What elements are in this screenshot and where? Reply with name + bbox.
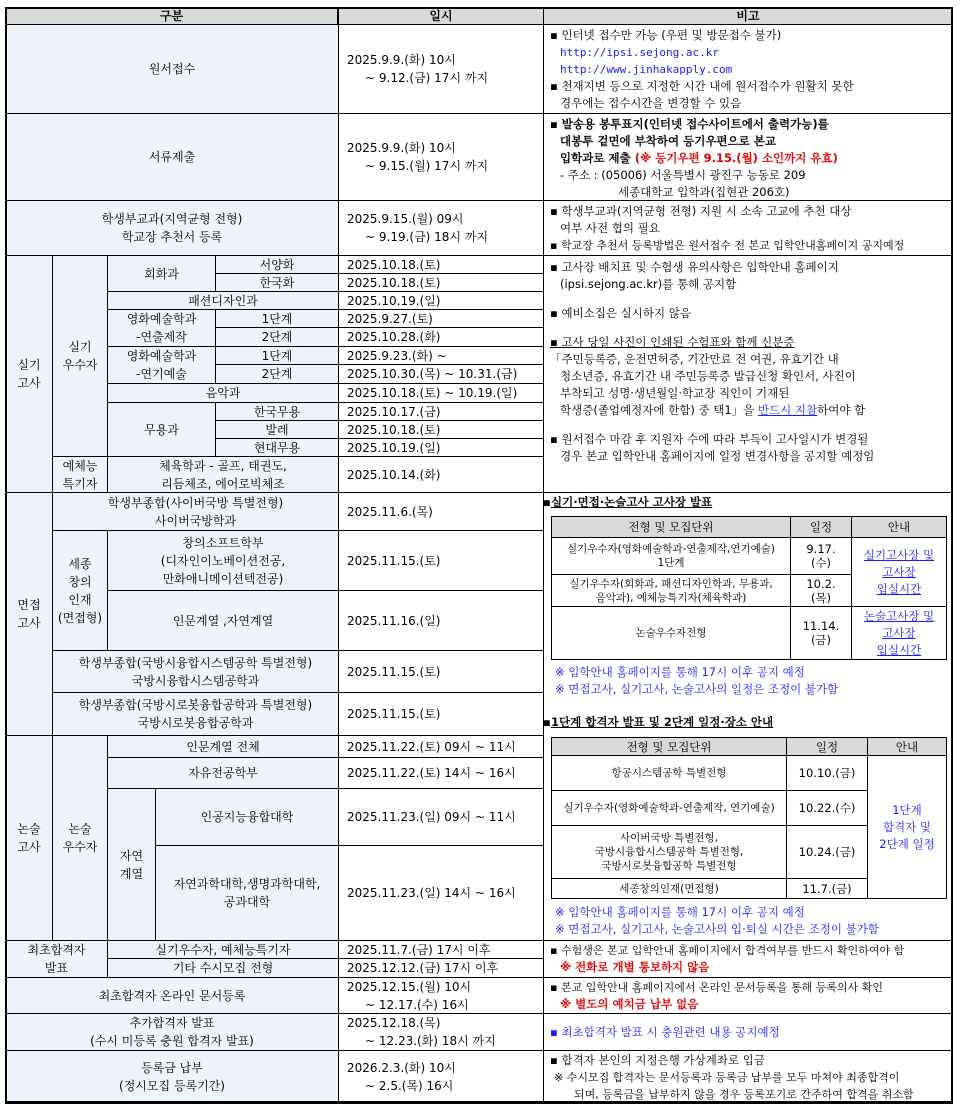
subtable-unit: 실기우수자(영화예술학과-연출제작,연기예술) 1단계 xyxy=(551,537,791,575)
subtable-unit: 실기우수자(영화예술학과-연출제작, 연기예술) xyxy=(551,790,787,826)
subtable-unit: 논술우수자전형 xyxy=(551,606,791,660)
date-cell: 2025.11.15.(토) xyxy=(338,530,544,591)
date-start: 2025.9.15.(월) 09시 xyxy=(347,212,464,226)
stage2-label: 2단계 xyxy=(215,327,339,347)
online-date xyxy=(338,977,544,1014)
note: 경우 본교 입학안내 홈페이지에 일정 변경사항을 공지할 예정임 xyxy=(560,449,875,463)
practical-exam-label: 실기 고사 xyxy=(5,255,53,493)
date-end: ~ 12.23.(화) 18시 까지 xyxy=(365,1034,496,1048)
subtable-date: 10.22.(수) xyxy=(786,790,868,826)
essay-venue-guide: 논술고사장 및 고사장 입실시간 xyxy=(851,606,947,660)
additional-date xyxy=(338,1013,544,1051)
note: ▪ 고사장 배치표 및 수험생 유의사항은 입학안내 홈페이지 xyxy=(550,260,839,274)
online-notes xyxy=(543,977,953,1014)
note: 하여야 함 xyxy=(817,403,866,417)
natural-track-label: 자연 계열 xyxy=(107,788,156,941)
arts-sports-label: 예체능 특기자 xyxy=(52,456,108,493)
date-start: 2025.9.9.(화) 10시 xyxy=(347,141,456,155)
recommend-label xyxy=(5,200,339,256)
date-end: ~ 2.5.(목) 16시 xyxy=(365,1079,454,1093)
note: ▪ 본교 입학안내 홈페이지에서 온라인 문서등록을 통해 등록의사 확인 xyxy=(550,980,883,994)
additional-admission-label: 추가합격자 발표 (수시 미등록 충원 합격자 발표) xyxy=(5,1013,339,1051)
software-label: 창의소프트학부 (디자인이노베이션전공, 만화애니메이션텍전공) xyxy=(107,530,339,591)
bullet: ▪ xyxy=(543,715,551,729)
date-cell: 2025.10.18.(토) xyxy=(338,255,544,274)
korean-dance-label: 한국무용 xyxy=(215,402,339,421)
subtable-header: 일정 xyxy=(786,737,868,756)
practical-notes xyxy=(543,255,953,493)
subtable-date: 11.14. (금) xyxy=(790,606,852,660)
bullet: ▪ xyxy=(543,495,551,509)
fashion-label: 패션디자인과 xyxy=(107,291,339,310)
subtable-header: 안내 xyxy=(867,737,947,756)
note: 되며, 등록금을 납부하지 않을 경우 등록포기로 간주하여 합격을 취소함 xyxy=(574,1087,914,1101)
section-title: 실기·면접·논술고사 고사장 발표 xyxy=(551,495,713,509)
note: 대봉투 겉면에 부착하여 등기우편으로 본교 xyxy=(560,134,776,148)
final-row-label: 기타 수시모집 전형 xyxy=(107,958,339,978)
stage1-label: 1단계 xyxy=(215,309,339,328)
film-acting-label: 영화예술학과 -연기예술 xyxy=(107,346,216,384)
note: 청소년증, 유효기간 내 주민등록증 발급신청 확인서, 사진이 xyxy=(560,369,856,383)
address: - 주소 : (05006) 서울특별시 광진구 능동로 209 xyxy=(560,168,806,182)
stage-remark: ※ 면접고사, 실기고사, 논술고사의 입·퇴실 시간은 조정이 불가함 xyxy=(555,922,879,936)
jinhakapply-link[interactable]: http://www.jinhakapply.com xyxy=(560,63,733,76)
address-line2: 세종대학교 입학과(집현관 206호) xyxy=(618,185,790,199)
label-line: 학교장 추천서 등록 xyxy=(121,230,223,244)
defense-robot-label: 학생부종합(국방시로봇융합공학과 특별전형) 국방시로봇융합공학과 xyxy=(52,692,339,736)
header-remarks: 비고 xyxy=(543,7,953,25)
note: 경우에는 접수시간을 변경할 수 있음 xyxy=(560,96,742,110)
date-cell: 2025.10.18.(토) ~ 10.19.(일) xyxy=(338,383,544,403)
defense-system-label: 학생부종합(국방시융합시스템공학 특별전형) 국방시융합시스템공학과 xyxy=(52,650,339,693)
note: ▪ 합격자 본인의 지정은행 가상계좌로 입금 xyxy=(550,1052,765,1067)
painting-label: 회화과 xyxy=(107,255,216,292)
tuition-label: 등록금 납부 (정시모집 등록기간) xyxy=(5,1050,339,1104)
documents-date xyxy=(338,113,544,201)
venue-remark: ※ 입학안내 홈페이지를 통해 17시 이후 공지 예정 xyxy=(555,665,805,679)
ai-college-label: 인공지능융합대학 xyxy=(155,788,339,846)
humanities-all-label: 인문계열 전체 xyxy=(107,735,339,758)
subtable-date: 11.7.(금) xyxy=(786,878,868,899)
final-results-label: 최초합격자 발표 xyxy=(5,940,108,978)
header-category: 구분 xyxy=(5,7,338,25)
essay-excellence-label: 논술 우수자 xyxy=(52,735,108,941)
label-line: 학생부교과(지역균형 전형) xyxy=(101,212,243,226)
note: 입학과로 제출 xyxy=(560,151,631,165)
note: ▪ 고사 당일 사진이 인쇄된 수험표와 함께 신분증 xyxy=(550,335,795,349)
humanities-natural-label: 인문계열 ,자연계열 xyxy=(107,590,339,651)
note: ▪ 원서접수 마감 후 지원자 수에 따라 부득이 고사일시가 변경될 xyxy=(550,432,869,446)
application-label: 원서접수 xyxy=(5,24,339,114)
subtable-date: 10.2. (목) xyxy=(790,574,852,607)
date-cell: 2025.10.14.(화) xyxy=(338,456,544,493)
essay-exam-label: 논술 고사 xyxy=(5,735,53,941)
date-cell: 2025.10.30.(목) ~ 10.31.(금) xyxy=(338,364,544,384)
cyber-defense-label: 학생부종합(사이버국방 특별전형) 사이버국방학과 xyxy=(52,492,339,531)
online-registration-label: 최초합격자 온라인 문서등록 xyxy=(5,977,339,1014)
date-start: 2025.12.18.(목) xyxy=(347,1016,441,1030)
film-directing-label: 영화예술학과 -연출제작 xyxy=(107,309,216,347)
subtable-header: 전형 및 모집단위 xyxy=(551,737,787,756)
stage-remark: ※ 입학안내 홈페이지를 통해 17시 이후 공지 예정 xyxy=(555,905,805,919)
note: ※ 수시모집 합격자는 문서등록과 등록금 납부를 모두 마쳐야 최종합격이 xyxy=(554,1070,900,1084)
date-cell: 2025.11.16.(일) xyxy=(338,590,544,651)
sejong-creative-label: 세종 창의 인재 (면접형) xyxy=(52,530,108,651)
stage2-label: 2단계 xyxy=(215,364,339,384)
note: 부착되고 성명·생년월일·학교장 직인이 기재된 xyxy=(560,386,790,400)
subtable-date: 10.24.(금) xyxy=(786,825,868,879)
no-deposit-notice: ※ 별도의 예치금 납부 없음 xyxy=(560,996,699,1011)
stage-guide: 1단계 합격자 및 2단계 일정 xyxy=(867,755,947,899)
note: ▪ 인터넷 접수만 가능 (우편 및 방문접수 불가) xyxy=(550,28,782,42)
tuition-notes xyxy=(543,1050,953,1104)
subtable-unit: 세종창의인재(면접형) xyxy=(551,878,787,899)
date-cell: 2025.11.6.(목) xyxy=(338,492,544,531)
modern-dance-label: 현대무용 xyxy=(215,438,339,457)
ipsi-link[interactable]: http://ipsi.sejong.ac.kr xyxy=(560,46,719,59)
stage1-label: 1단계 xyxy=(215,346,339,365)
practical-venue-guide: 실기고사장 및 고사장 입실시간 xyxy=(851,537,947,607)
date-end: ~ 9.12.(금) 17시 까지 xyxy=(365,71,489,85)
subtable-date: 9.17. (수) xyxy=(790,537,852,575)
subtable-unit: 사이버국방 특별전형, 국방시융합시스템공학 특별전형, 국방시로봇융합공학 특별전형 xyxy=(551,825,787,879)
date-start: 2026.2.3.(화) 10시 xyxy=(347,1061,456,1075)
date-cell: 2025.11.22.(토) 09시 ~ 11시 xyxy=(338,735,544,758)
note: (ipsi.sejong.ac.kr)를 통해 공지함 xyxy=(560,277,737,291)
note: 학생증(졸업예정자에 한함) 중 택1」을 xyxy=(560,403,758,417)
date-cell: 2025.10.18.(토) xyxy=(338,273,544,292)
must-bring-emphasis: 반드시 지참 xyxy=(757,403,818,417)
final-notes xyxy=(543,940,953,978)
ballet-label: 발레 xyxy=(215,420,339,439)
date-end: ~ 9.15.(월) 17시 까지 xyxy=(365,159,489,173)
date-cell: 2025.11.23.(일) 09시 ~ 11시 xyxy=(338,788,544,846)
korean-painting-label: 한국화 xyxy=(215,273,339,292)
date-cell: 2025.11.15.(토) xyxy=(338,692,544,736)
date-cell: 2025.10.28.(화) xyxy=(338,327,544,347)
venue-notice-title xyxy=(551,494,712,511)
interview-exam-label: 면접 고사 xyxy=(5,492,53,736)
note: ▪ 예비소집은 실시하지 않음 xyxy=(550,306,691,320)
date-cell: 2025.10.17.(금) xyxy=(338,402,544,421)
date-start: 2025.9.9.(화) 10시 xyxy=(347,53,456,67)
deadline-warning: (※ 등기우편 9.15.(월) 소인까지 유효) xyxy=(634,151,838,165)
subtable-header: 안내 xyxy=(851,516,947,538)
date-start: 2025.12.15.(월) 10시 xyxy=(347,979,472,994)
header-datetime: 일시 xyxy=(338,7,544,25)
western-painting-label: 서양화 xyxy=(215,255,339,274)
no-phone-notice: ※ 전화로 개별 통보하지 않음 xyxy=(560,960,710,974)
final-row-label: 실기우수자, 예체능특기자 xyxy=(107,940,339,959)
note: ▪ 학생부교과(지역균형 전형) 지원 시 소속 고교에 추천 대상 xyxy=(550,204,852,218)
date-cell: 2025.12.12.(금) 17시 이후 xyxy=(338,958,544,978)
subtable-date: 10.10.(금) xyxy=(786,755,868,791)
note: ▪ 천재지변 등으로 지정한 시간 내에 원서접수가 원활치 못한 xyxy=(550,79,854,93)
liberal-studies-label: 자유전공학부 xyxy=(107,757,339,789)
date-cell: 2025.11.7.(금) 17시 이후 xyxy=(338,940,544,959)
music-label: 음악과 xyxy=(107,383,339,403)
venue-remark: ※ 면접고사, 실기고사, 논술고사의 일정은 조정이 불가함 xyxy=(555,682,839,696)
subtable-unit: 항공시스템공학 특별전형 xyxy=(551,755,787,791)
note: 「주민등록증, 운전면허증, 기간만료 전 여권, 유효기간 내 xyxy=(550,352,839,366)
date-cell: 2025.11.23.(일) 14시 ~ 16시 xyxy=(338,845,544,941)
note: 여부 사전 협의 필요 xyxy=(560,221,660,235)
tuition-date xyxy=(338,1050,544,1104)
documents-label: 서류제출 xyxy=(5,113,339,201)
note: ▪ 발송용 봉투표지(인터넷 접수사이트에서 출력가능)를 xyxy=(550,117,829,131)
application-date xyxy=(338,24,544,114)
date-cell: 2025.10.19.(일) xyxy=(338,438,544,457)
practical-excellence-label: 실기 우수자 xyxy=(52,255,108,457)
subtable-header: 전형 및 모집단위 xyxy=(551,516,791,538)
additional-notes: ▪ 최초합격자 발표 시 충원관련 내용 공지예정 xyxy=(543,1013,953,1051)
subtable-header: 일정 xyxy=(790,516,852,538)
science-colleges-label: 자연과학대학,생명과학대학, 공과대학 xyxy=(155,845,339,941)
date-cell: 2025.9.23.(화) ~ xyxy=(338,346,544,365)
date-cell: 2025.9.27.(토) xyxy=(338,309,544,328)
date-cell: 2025.11.22.(토) 14시 ~ 16시 xyxy=(338,757,544,789)
date-end: ~ 9.19.(금) 18시 까지 xyxy=(365,230,489,244)
subtable-unit: 실기우수자(회화과, 패션디자인학과, 무용과, 음악과), 예체능특기자(체육학과) xyxy=(551,574,791,607)
note: ▪ 수험생은 본교 입학안내 홈페이지에서 합격여부를 반드시 확인하여야 함 xyxy=(550,944,905,957)
documents-notes xyxy=(543,113,953,201)
date-end: ~ 12.17.(수) 16시 xyxy=(365,997,469,1012)
date-cell: 2025.10.18.(토) xyxy=(338,420,544,439)
date-cell: 2025.10.19.(일) xyxy=(338,291,544,310)
note: ▪ 학교장 추천서 등록방법은 원서접수 전 본교 입학안내홈페이지 공지예정 xyxy=(550,239,905,252)
recommend-notes xyxy=(543,200,953,256)
application-notes xyxy=(543,24,953,114)
recommend-date xyxy=(338,200,544,256)
stage-notice-title: 1단계 합격자 발표 및 2단계 일정·장소 안내 xyxy=(551,715,774,729)
dance-label: 무용과 xyxy=(107,402,216,457)
date-cell: 2025.11.15.(토) xyxy=(338,650,544,693)
pe-label: 체육학과 - 골프, 태권도, 리듬체조, 에어로빅체조 xyxy=(107,456,339,493)
